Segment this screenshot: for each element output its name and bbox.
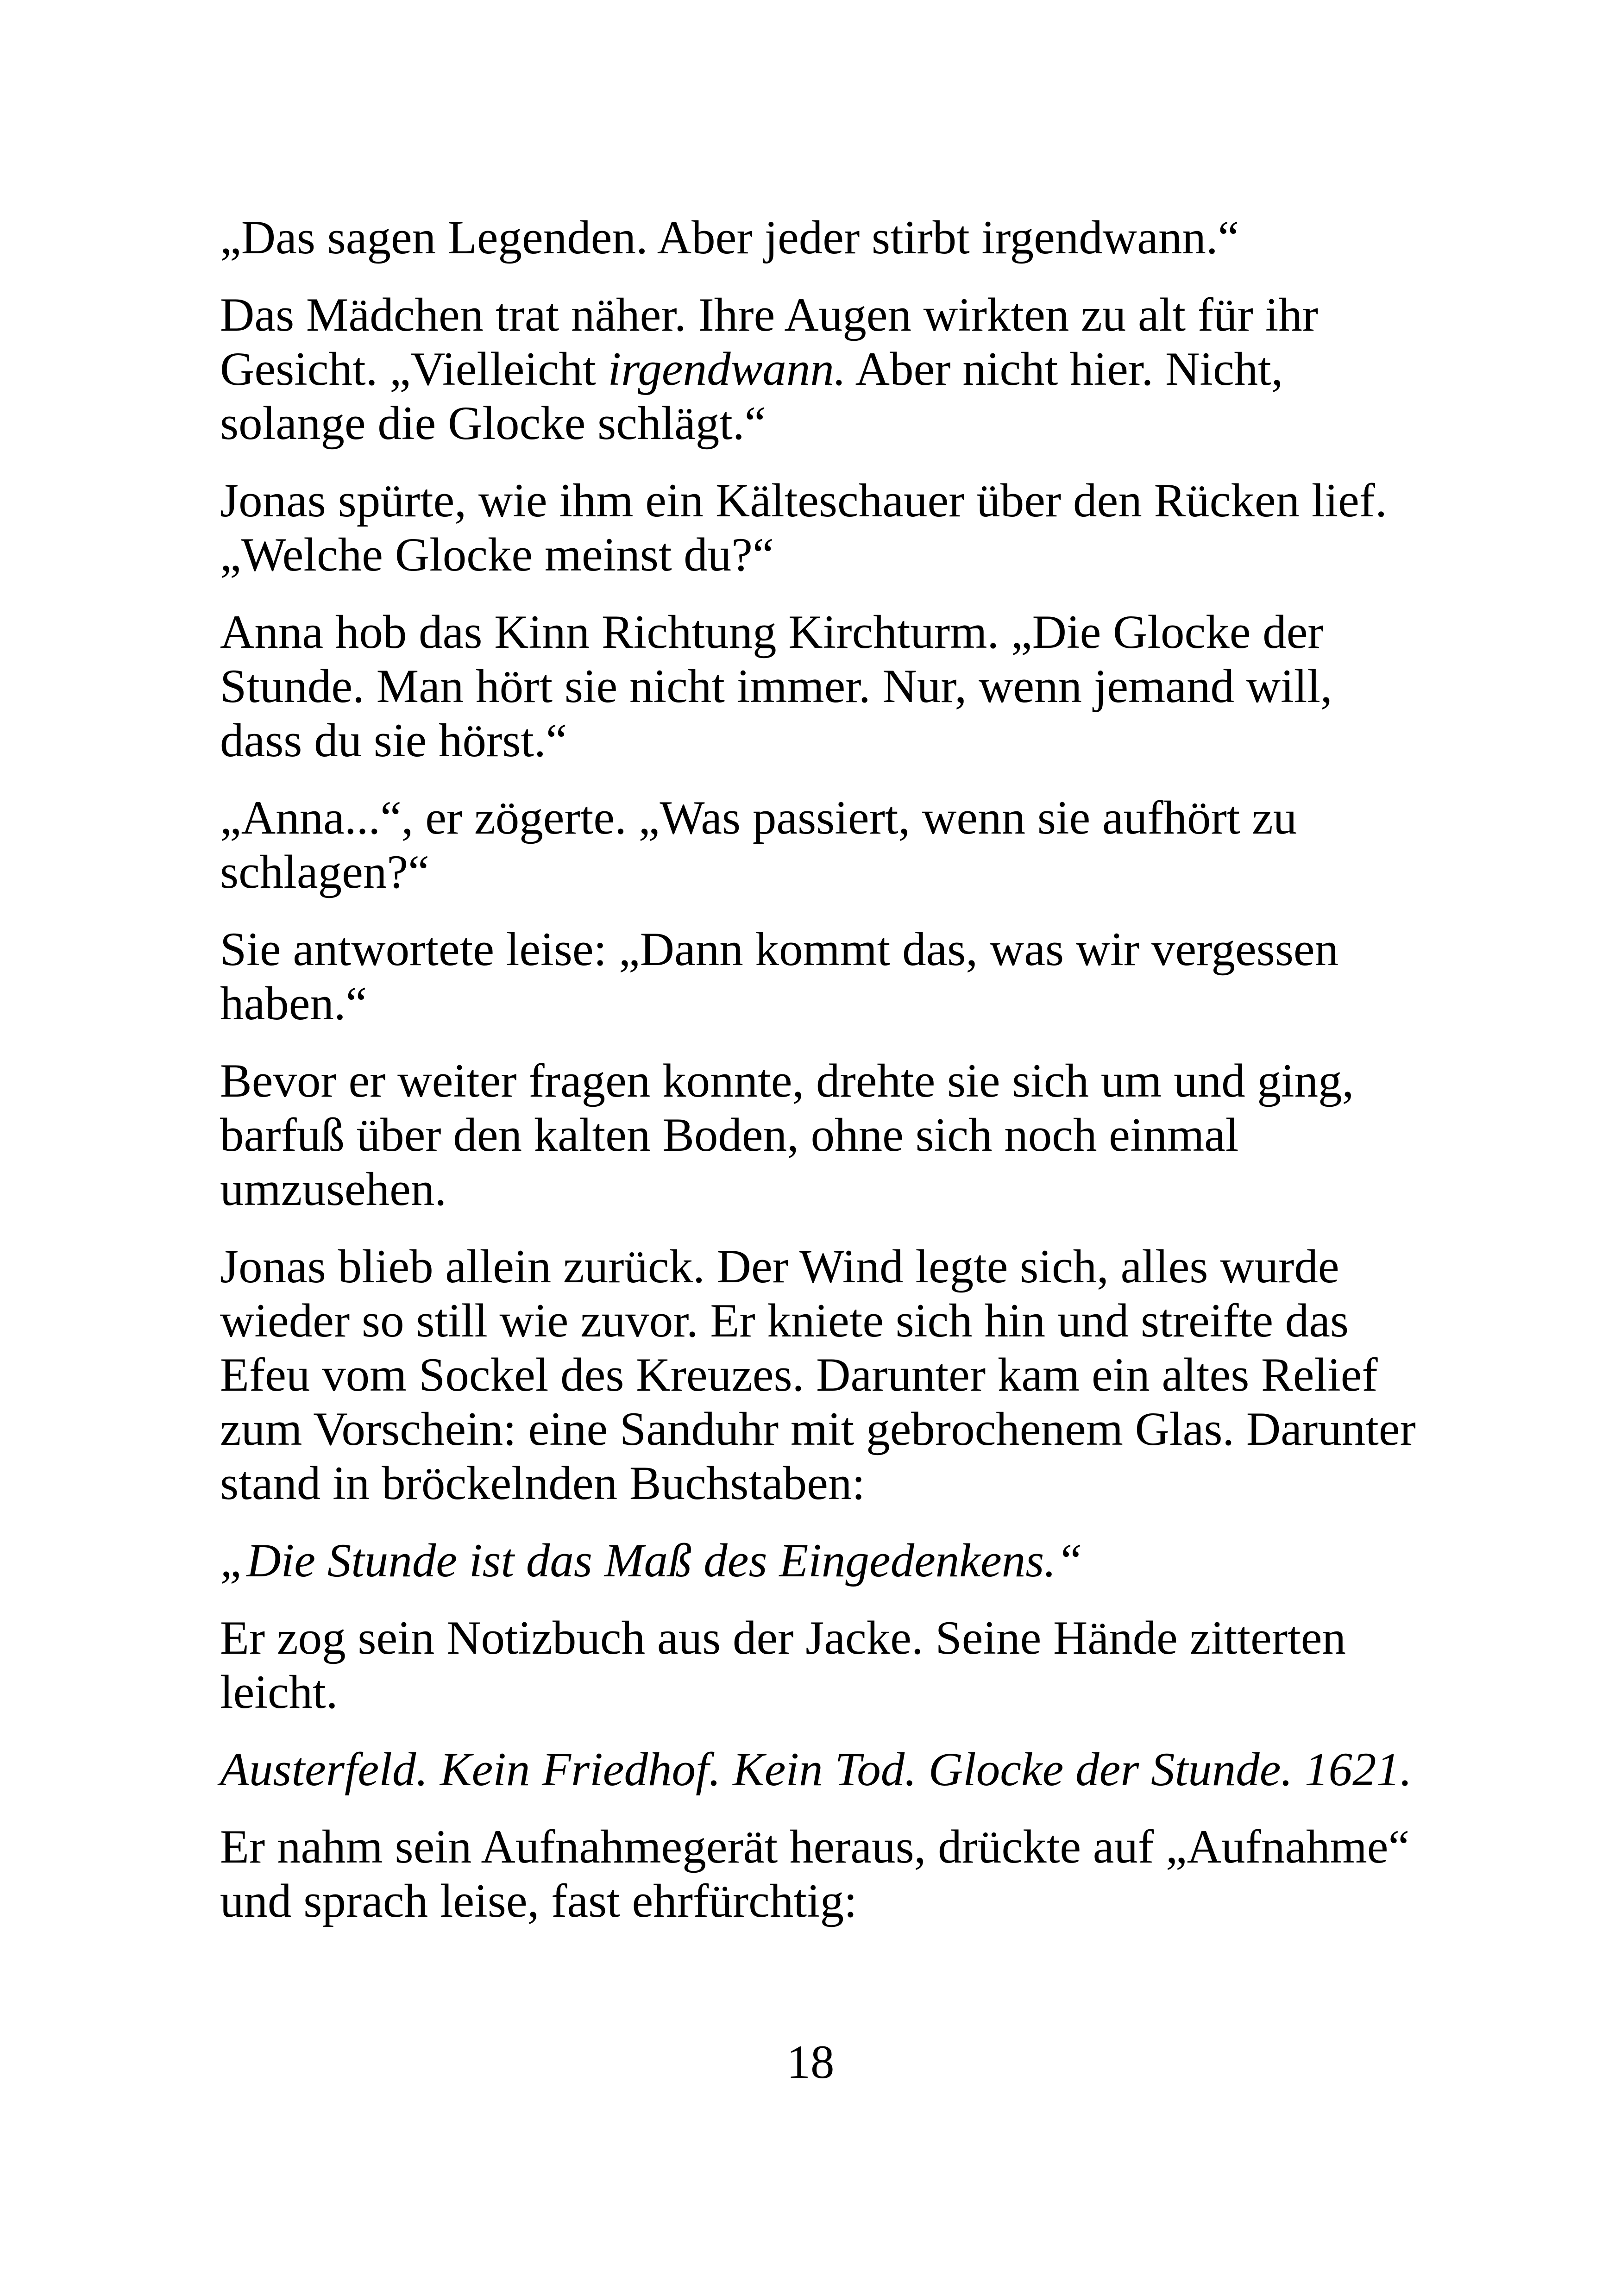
paragraph: Sie antwortete leise: „Dann kommt das, was wir vergessen haben.“ xyxy=(220,923,1339,1030)
notebook-entry: Austerfeld. Kein Friedhof. Kein Tod. Glocke der Stunde. 1621. xyxy=(220,1743,1412,1796)
body-text xyxy=(220,211,1424,1951)
paragraph: Anna hob das Kinn Richtung Kirchturm. „Die Glocke der Stunde. Man hört sie nicht immer. Nur, wenn jemand will, dass du sie hörst.“ xyxy=(220,606,1332,767)
paragraph: Er zog sein Notizbuch aus der Jacke. Seine Hände zitterten leicht. xyxy=(220,1612,1346,1719)
paragraph: Jonas blieb allein zurück. Der Wind legte sich, alles wurde wieder so still wie zuvor. Er kniete sich hin und streifte das Efeu vom Sockel des Kreuzes. Darunter kam ein altes Relief zum Vorschein: eine Sanduhr mit gebrochenem Glas. Darunter stand in bröckelnden Buchstaben: xyxy=(220,1240,1416,1510)
page-number: 18 xyxy=(786,2036,835,2089)
paragraph: „Das sagen Legenden. Aber jeder stirbt irgendwann.“ xyxy=(220,211,1239,264)
paragraph: „Anna...“, er zögerte. „Was passiert, wenn sie aufhört zu schlagen?“ xyxy=(220,791,1297,898)
paragraph-text: Das Mädchen trat näher. Ihre Augen wirkten zu alt für ihr Gesicht. „Vielleicht xyxy=(220,289,1319,395)
paragraph-text: Aber nicht hier. Nicht, solange die Glocke schlägt.“ xyxy=(220,343,1283,450)
paragraph xyxy=(220,288,1424,451)
paragraph: Bevor er weiter fragen konnte, drehte sie sich um und ging, barfuß über den kalten Boden, ohne sich noch einmal umzusehen. xyxy=(220,1054,1354,1216)
inscription-quote: „Die Stunde ist das Maß des Eingedenkens.“ xyxy=(220,1534,1083,1587)
italic-word: irgendwann. xyxy=(608,343,846,395)
paragraph: Er nahm sein Aufnahmegerät heraus, drückte auf „Aufnahme“ und sprach leise, fast ehrfürchtig: xyxy=(220,1820,1410,1927)
paragraph: Jonas spürte, wie ihm ein Kälteschauer über den Rücken lief. „Welche Glocke meinst du?“ xyxy=(220,474,1387,581)
